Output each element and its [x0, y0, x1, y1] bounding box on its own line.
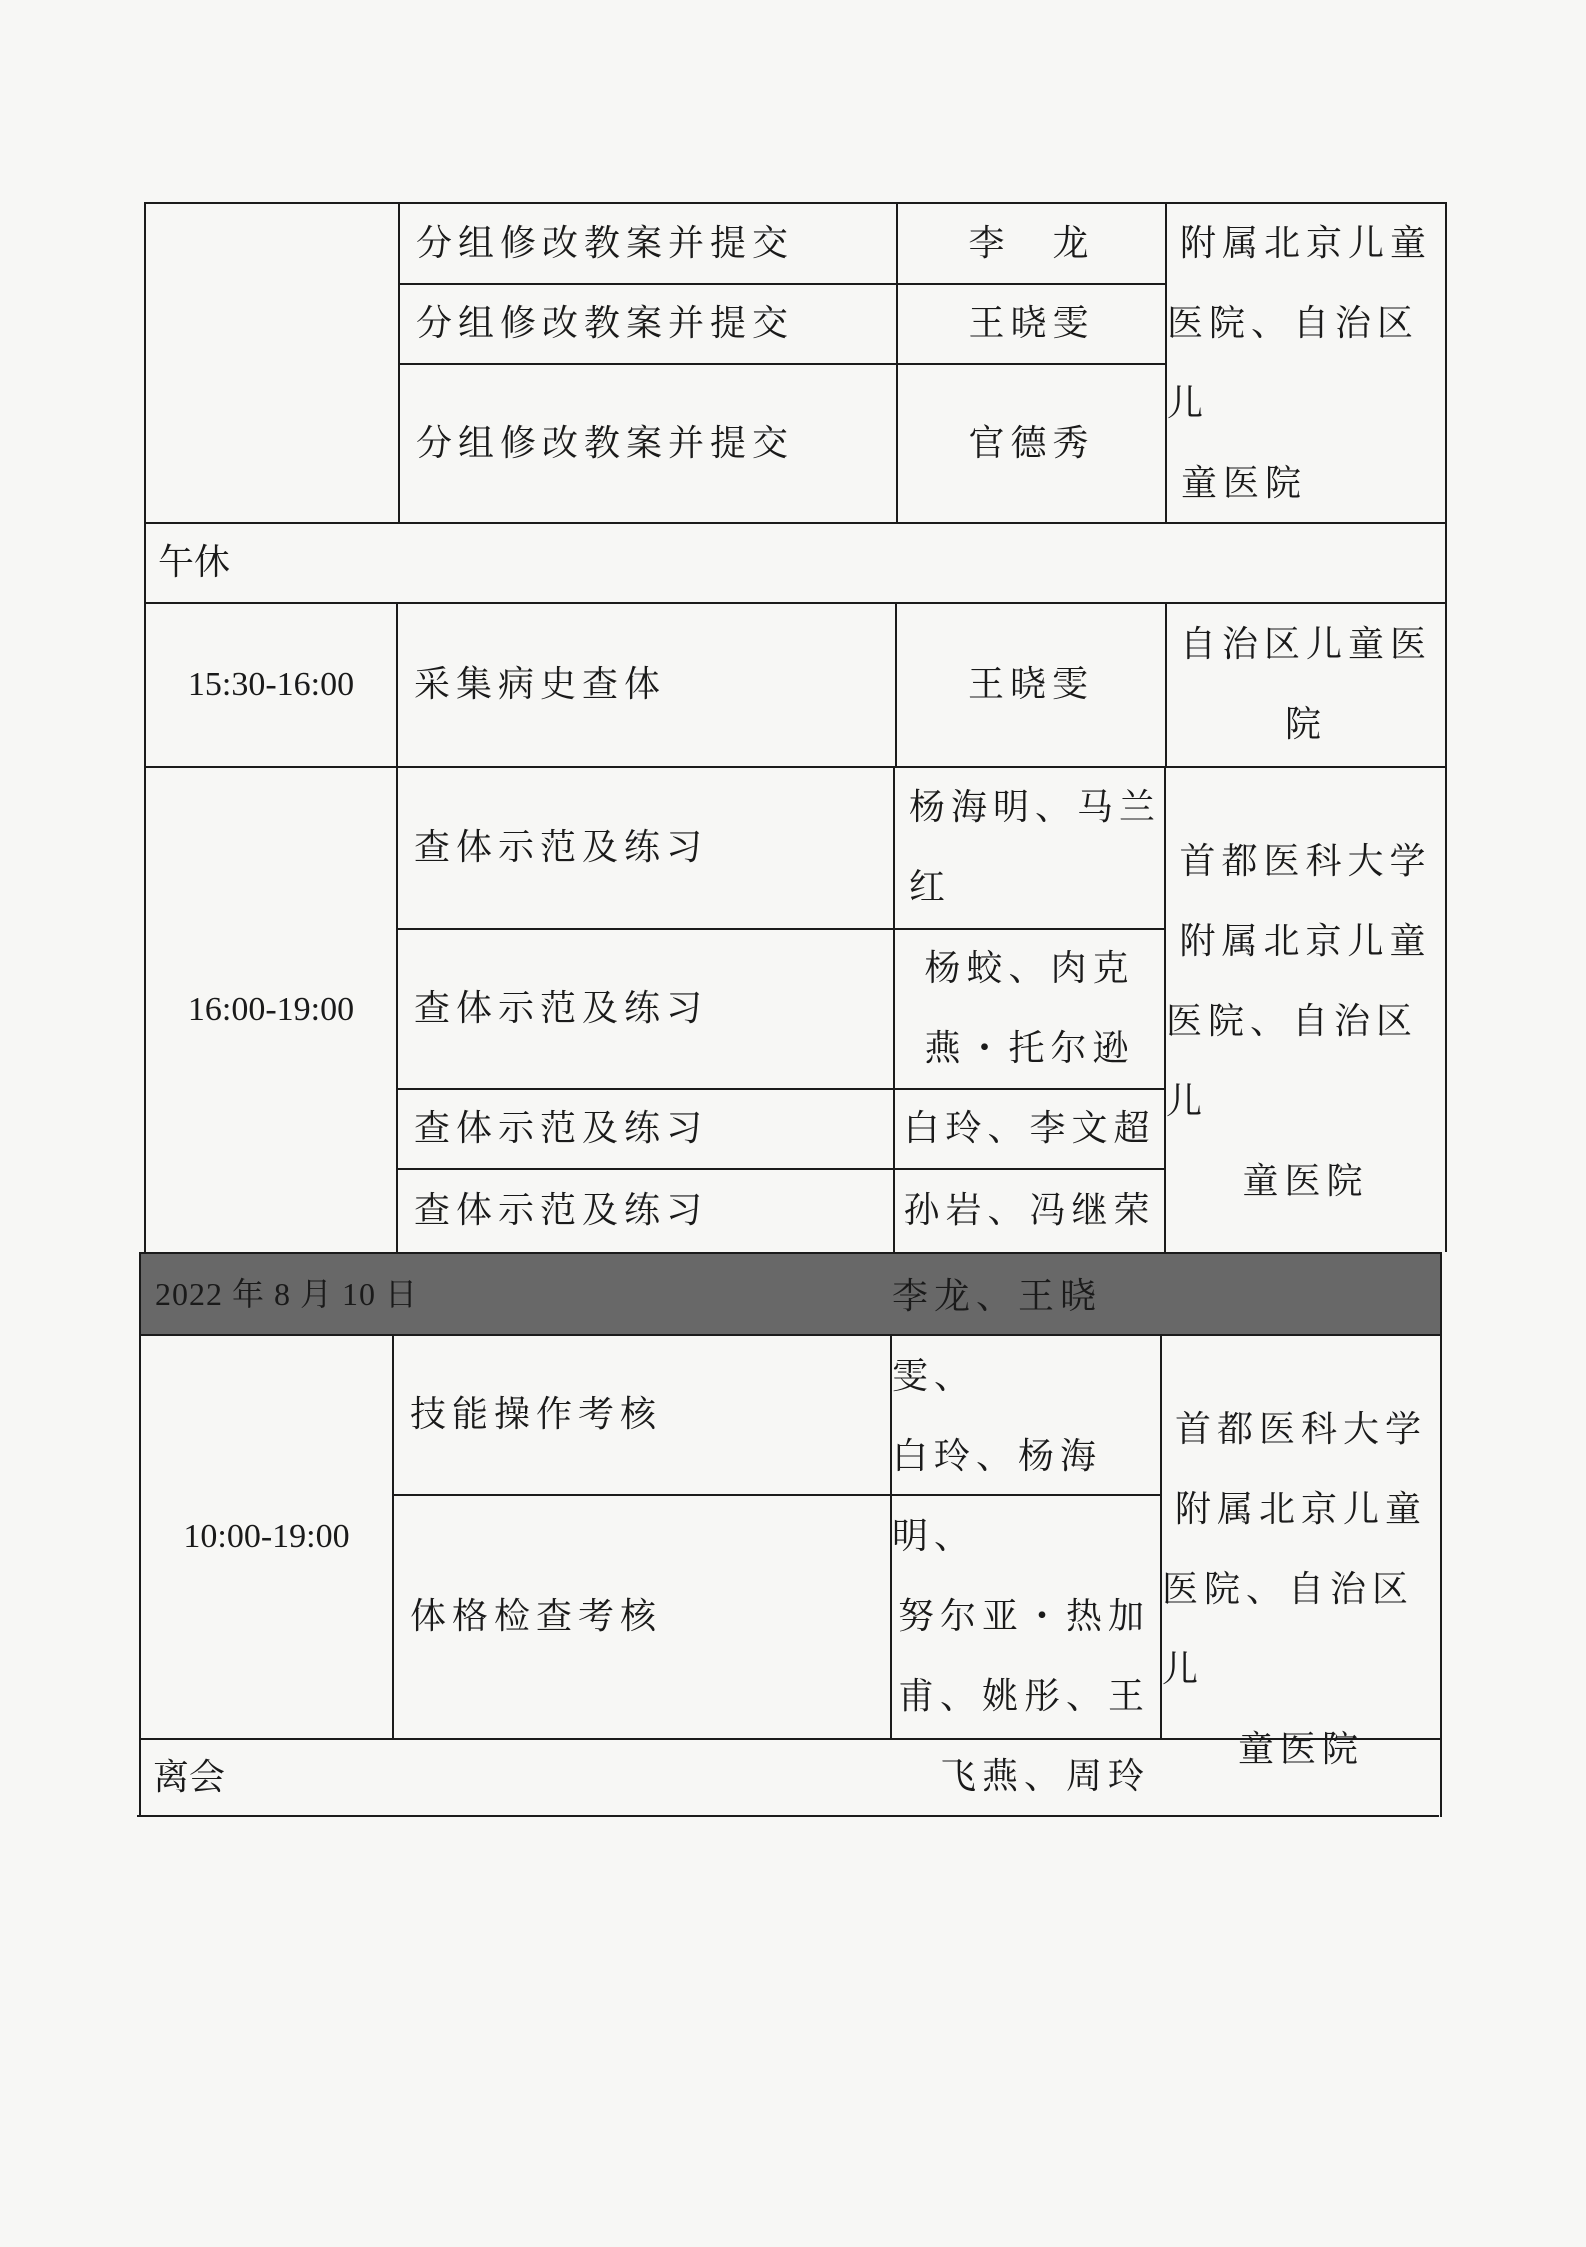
time-cell	[141, 1336, 392, 1738]
task-text: 体格检查考核	[410, 1596, 663, 1637]
date-label: 2022 年 8 月 10 日	[155, 1276, 419, 1312]
person-text: 孙岩、冯继荣	[903, 1190, 1156, 1231]
person-text: 白玲、李文超	[903, 1108, 1156, 1149]
person-text: 李 龙	[968, 222, 1095, 264]
time-text: 10:00-19:00	[183, 1518, 350, 1555]
end-row	[141, 1740, 1440, 1815]
task-cell	[394, 1336, 890, 1494]
person-cell	[892, 1276, 1160, 1797]
date-row	[141, 1254, 1440, 1334]
location-cell	[1167, 604, 1445, 766]
location-cell	[1167, 204, 1445, 504]
person-cell	[895, 1090, 1164, 1168]
task-text: 分组修改教案并提交	[416, 222, 795, 264]
break-row	[146, 524, 1445, 602]
person-line: 杨蛟、肉克	[924, 948, 1135, 989]
end-label: 离会	[153, 1756, 226, 1798]
person-line: 燕・托尔逊	[924, 1028, 1135, 1069]
person-cell	[897, 604, 1165, 766]
task-cell	[400, 204, 896, 283]
task-cell	[398, 768, 893, 928]
person-cell	[895, 930, 1164, 1088]
person-line: 飞燕、周玲	[939, 1756, 1150, 1797]
time-cell	[146, 604, 396, 766]
task-text: 分组修改教案并提交	[416, 303, 795, 344]
person-text: 王晓雯	[967, 664, 1094, 705]
table-border-right	[1440, 1252, 1442, 1817]
person-line: 白玲、杨海明、	[892, 1436, 1103, 1557]
location-line: 首都医科大学	[1179, 841, 1432, 882]
person-line: 努尔亚・热加	[897, 1596, 1150, 1637]
location-line: 医院、自治区儿	[1162, 1569, 1415, 1690]
task-cell	[394, 1496, 890, 1738]
task-text: 采集病史查体	[414, 664, 667, 705]
person-cell	[898, 285, 1165, 363]
location-line: 童医院	[1181, 463, 1308, 504]
task-cell	[398, 1170, 893, 1252]
location-line: 自治区儿童医	[1179, 624, 1432, 665]
table-border-bottom	[137, 1815, 1439, 1817]
location-line: 院	[1284, 704, 1327, 745]
location-line: 童医院	[1242, 1161, 1369, 1202]
task-text: 技能操作考核	[410, 1394, 663, 1435]
location-line: 医院、自治区儿	[1167, 303, 1420, 424]
location-line: 附属北京儿童	[1174, 1489, 1427, 1530]
task-cell	[400, 365, 896, 522]
task-text: 查体示范及练习	[414, 1108, 709, 1149]
time-cell	[146, 768, 396, 1252]
person-cell	[895, 768, 1164, 928]
task-cell	[398, 930, 893, 1088]
task-text: 查体示范及练习	[414, 827, 709, 868]
location-line: 医院、自治区儿	[1166, 1001, 1419, 1122]
task-text: 查体示范及练习	[414, 1190, 709, 1231]
task-text: 查体示范及练习	[414, 988, 709, 1029]
location-cell	[1162, 1390, 1440, 1770]
task-cell	[400, 285, 896, 363]
person-line: 红	[909, 867, 952, 908]
location-line: 首都医科大学	[1174, 1409, 1427, 1450]
time-text: 16:00-19:00	[187, 991, 355, 1028]
person-text: 官德秀	[968, 422, 1095, 464]
task-text: 分组修改教案并提交	[416, 422, 795, 464]
person-text: 王晓雯	[968, 303, 1095, 344]
person-cell	[898, 365, 1165, 522]
location-cell	[1166, 822, 1445, 1202]
location-line: 附属北京儿童	[1179, 921, 1432, 962]
task-cell	[398, 1090, 893, 1168]
task-cell	[398, 604, 895, 766]
table-border-right	[1445, 202, 1447, 1252]
location-line: 附属北京儿童	[1179, 223, 1432, 264]
time-text: 15:30-16:00	[187, 666, 355, 703]
person-cell	[895, 1170, 1164, 1252]
location-line: 童医院	[1237, 1729, 1364, 1770]
person-cell	[898, 204, 1165, 283]
break-label: 午休	[158, 542, 231, 583]
person-line: 杨海明、马兰	[909, 787, 1162, 828]
person-line: 甫、姚彤、王	[897, 1676, 1150, 1717]
person-line: 李龙、王晓雯、	[892, 1276, 1103, 1397]
